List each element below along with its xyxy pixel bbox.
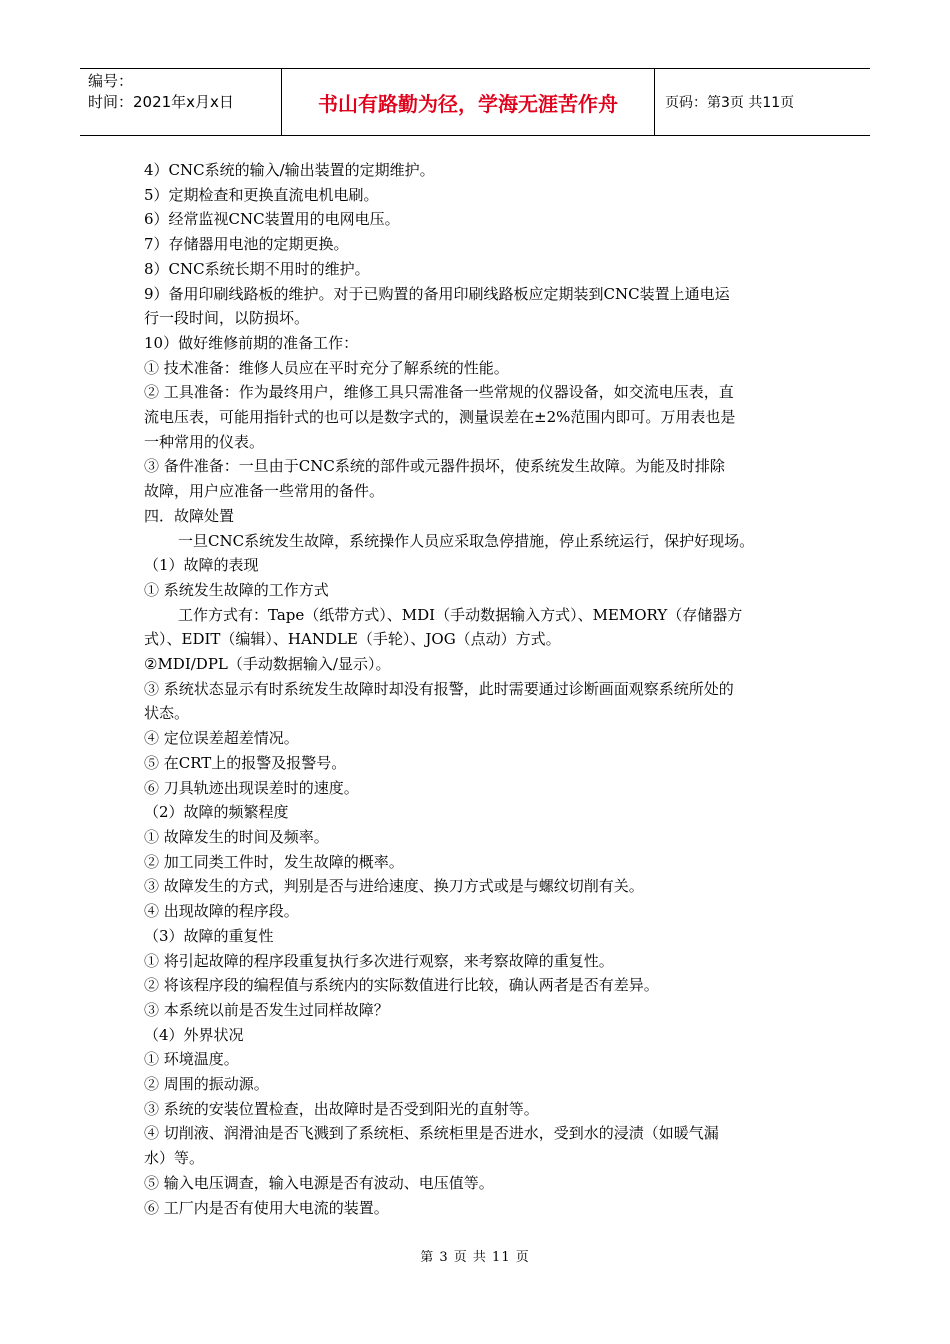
- body-line: ③ 故障发生的方式，判别是否与进给速度、换刀方式或是与螺纹切削有关。: [144, 877, 644, 896]
- document-body: [144, 158, 816, 1220]
- body-line: 7）存储器用电池的定期更换。: [144, 235, 349, 254]
- body-line: 状态。: [144, 704, 190, 723]
- body-line: 工作方式有：Tape（纸带方式）、MDI（手动数据输入方式）、MEMORY（存储器方: [178, 605, 743, 624]
- body-line: ②MDI/DPL（手动数据输入/显示）。: [144, 655, 391, 674]
- body-line: 式）、EDIT（编辑）、HANDLE（手轮）、JOG（点动）方式。: [144, 630, 561, 649]
- body-line: ④ 出现故障的程序段。: [144, 902, 299, 921]
- time-label: 时间：2021年x月x日: [88, 93, 234, 111]
- body-line: 9）备用印刷线路板的维护。对于已购置的备用印刷线路板应定期装到CNC装置上通电运: [144, 284, 730, 303]
- body-line: ① 系统发生故障的工作方式: [144, 580, 329, 599]
- body-line: ① 故障发生的时间及频率。: [144, 827, 329, 846]
- body-line: 行一段时间，以防损坏。: [144, 309, 310, 328]
- body-line: ② 周围的振动源。: [144, 1075, 269, 1094]
- body-line: 一旦CNC系统发生故障，系统操作人员应采取急停措施，停止系统运行，保护好现场。: [178, 531, 755, 550]
- page-footer: 第 3 页 共 11 页: [420, 1250, 530, 1265]
- subsection-heading: （3）故障的重复性: [144, 926, 274, 945]
- body-line: ⑤ 输入电压调查，输入电源是否有波动、电压值等。: [144, 1173, 494, 1192]
- body-line: ① 环境温度。: [144, 1050, 239, 1069]
- body-line: 一种常用的仪表。: [144, 432, 265, 451]
- body-line: ② 工具准备：作为最终用户，维修工具只需准备一些常规的仪器设备，如交流电压表，直: [144, 383, 734, 402]
- body-line: ③ 备件准备：一旦由于CNC系统的部件或元器件损坏，使系统发生故障。为能及时排除: [144, 457, 725, 476]
- body-line: 故障，用户应准备一些常用的备件。: [144, 482, 385, 501]
- body-line: ① 将引起故障的程序段重复执行多次进行观察，来考察故障的重复性。: [144, 951, 614, 970]
- body-line: ③ 系统的安装位置检查，出故障时是否受到阳光的直射等。: [144, 1099, 539, 1118]
- body-line: ③ 本系统以前是否发生过同样故障？: [144, 1000, 389, 1019]
- subsection-heading: （2）故障的频繁程度: [144, 803, 289, 822]
- body-line: ② 加工同类工件时，发生故障的概率。: [144, 852, 404, 871]
- section-heading: 四．故障处置: [144, 506, 235, 525]
- body-line: ⑥ 刀具轨迹出现误差时的速度。: [144, 778, 359, 797]
- body-line: 水）等。: [144, 1149, 205, 1168]
- body-line: 8）CNC系统长期不用时的维护。: [144, 259, 370, 278]
- body-line: ④ 切削液、润滑油是否飞溅到了系统柜、系统柜里是否进水，受到水的浸渍（如暖气漏: [144, 1124, 719, 1143]
- body-line: 10）做好维修前期的准备工作：: [144, 333, 359, 352]
- body-line: 流电压表，可能用指针式的也可以是数字式的，测量误差在±2%范围内即可。万用表也是: [144, 408, 736, 427]
- body-line: ⑥ 工厂内是否有使用大电流的装置。: [144, 1198, 389, 1217]
- body-line: 4）CNC系统的输入/输出装置的定期维护。: [144, 161, 435, 179]
- header-motto: 书山有路勤为径，学海无涯苦作舟: [282, 69, 655, 135]
- subsection-heading: （4）外界状况: [144, 1025, 244, 1044]
- page-header: [80, 68, 870, 136]
- body-line: ④ 定位误差超差情况。: [144, 729, 299, 748]
- body-line: 6）经常监视CNC装置用的电网电压。: [144, 210, 400, 229]
- body-line: 5）定期检查和更换直流电机电刷。: [144, 185, 379, 204]
- body-line: ⑤ 在CRT上的报警及报警号。: [144, 753, 347, 772]
- subsection-heading: （1）故障的表现: [144, 556, 259, 575]
- header-meta: [80, 69, 282, 135]
- header-page-info: 页码：第3页 共11页: [665, 95, 795, 111]
- body-line: ① 技术准备：维修人员应在平时充分了解系统的性能。: [144, 358, 509, 377]
- number-label: 编号：: [88, 72, 134, 90]
- body-line: ③ 系统状态显示有时系统发生故障时却没有报警，此时需要通过诊断画面观察系统所处的: [144, 679, 734, 698]
- body-line: ② 将该程序段的编程值与系统内的实际数值进行比较，确认两者是否有差异。: [144, 976, 659, 995]
